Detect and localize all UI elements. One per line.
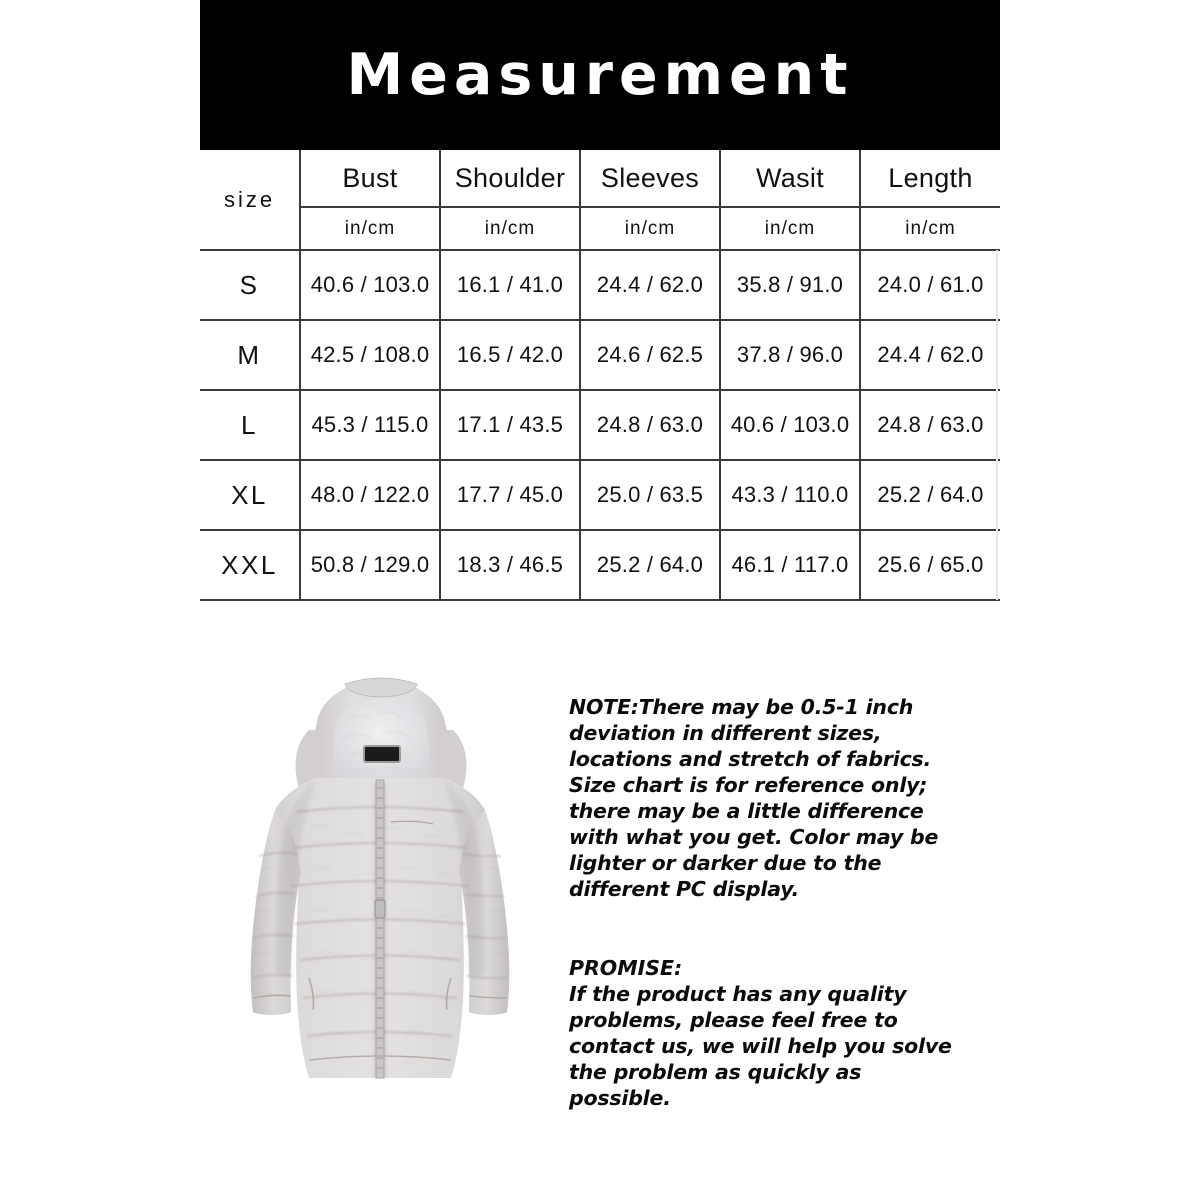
unit-label-shoulder: in/cm (440, 207, 580, 250)
table-header-row (200, 150, 1000, 207)
cell-shoulder: 16.1 / 41.0 (440, 250, 580, 320)
cell-size: M (200, 320, 300, 390)
page-title: Measurement (346, 41, 854, 108)
table-body (200, 250, 1000, 600)
unit-label-length: in/cm (860, 207, 1000, 250)
promise-block (569, 955, 969, 1111)
cell-bust: 48.0 / 122.0 (300, 460, 440, 530)
promise-title: PROMISE: (569, 956, 683, 980)
table-row (200, 250, 1000, 320)
table-edge-artifact (996, 250, 998, 600)
cell-length: 24.4 / 62.0 (860, 320, 1000, 390)
cell-length: 24.0 / 61.0 (860, 250, 1000, 320)
unit-label-wasit: in/cm (720, 207, 860, 250)
note-text: NOTE:There may be 0.5-1 inch deviation in different sizes, locations and stretch of fabrics. Size chart is for reference only; there may be a little difference with what you get. Color may be lighter or darker due to the different PC display. (569, 695, 939, 902)
size-chart-table-wrap (200, 150, 1000, 601)
cell-sleeves: 25.0 / 63.5 (580, 460, 720, 530)
cell-size: L (200, 390, 300, 460)
table-row (200, 530, 1000, 600)
brand-label (364, 746, 400, 762)
product-image (205, 660, 555, 1110)
cell-wasit: 46.1 / 117.0 (720, 530, 860, 600)
table-head (200, 150, 1000, 250)
cell-size: XXL (200, 530, 300, 600)
title-banner (200, 0, 1000, 150)
cell-shoulder: 17.1 / 43.5 (440, 390, 580, 460)
cell-wasit: 40.6 / 103.0 (720, 390, 860, 460)
cell-length: 24.8 / 63.0 (860, 390, 1000, 460)
unit-label-bust: in/cm (300, 207, 440, 250)
column-header-size: size (200, 150, 300, 250)
cell-bust: 40.6 / 103.0 (300, 250, 440, 320)
table-row (200, 320, 1000, 390)
promise-text: If the product has any quality problems, please feel free to contact us, we will help you solve the problem as quickly as possible. (569, 982, 952, 1111)
cell-bust: 45.3 / 115.0 (300, 390, 440, 460)
zipper-pull (375, 900, 385, 918)
note-block (569, 694, 969, 902)
cell-length: 25.2 / 64.0 (860, 460, 1000, 530)
table-row (200, 390, 1000, 460)
cell-shoulder: 18.3 / 46.5 (440, 530, 580, 600)
cell-sleeves: 24.4 / 62.0 (580, 250, 720, 320)
cell-size: XL (200, 460, 300, 530)
cell-shoulder: 17.7 / 45.0 (440, 460, 580, 530)
cell-sleeves: 24.6 / 62.5 (580, 320, 720, 390)
size-chart-table (200, 150, 1000, 601)
cell-wasit: 43.3 / 110.0 (720, 460, 860, 530)
column-header-sleeves: Sleeves (580, 150, 720, 207)
cell-bust: 42.5 / 108.0 (300, 320, 440, 390)
cell-shoulder: 16.5 / 42.0 (440, 320, 580, 390)
cell-wasit: 37.8 / 96.0 (720, 320, 860, 390)
column-header-length: Length (860, 150, 1000, 207)
column-header-wasit: Wasit (720, 150, 860, 207)
unit-label-sleeves: in/cm (580, 207, 720, 250)
cell-wasit: 35.8 / 91.0 (720, 250, 860, 320)
column-header-bust: Bust (300, 150, 440, 207)
jacket-illustration (205, 660, 555, 1110)
cell-size: S (200, 250, 300, 320)
zipper-tape (376, 780, 384, 1078)
table-row (200, 460, 1000, 530)
cell-sleeves: 25.2 / 64.0 (580, 530, 720, 600)
table-unit-row (200, 207, 1000, 250)
column-header-shoulder: Shoulder (440, 150, 580, 207)
cell-bust: 50.8 / 129.0 (300, 530, 440, 600)
cell-length: 25.6 / 65.0 (860, 530, 1000, 600)
cell-sleeves: 24.8 / 63.0 (580, 390, 720, 460)
